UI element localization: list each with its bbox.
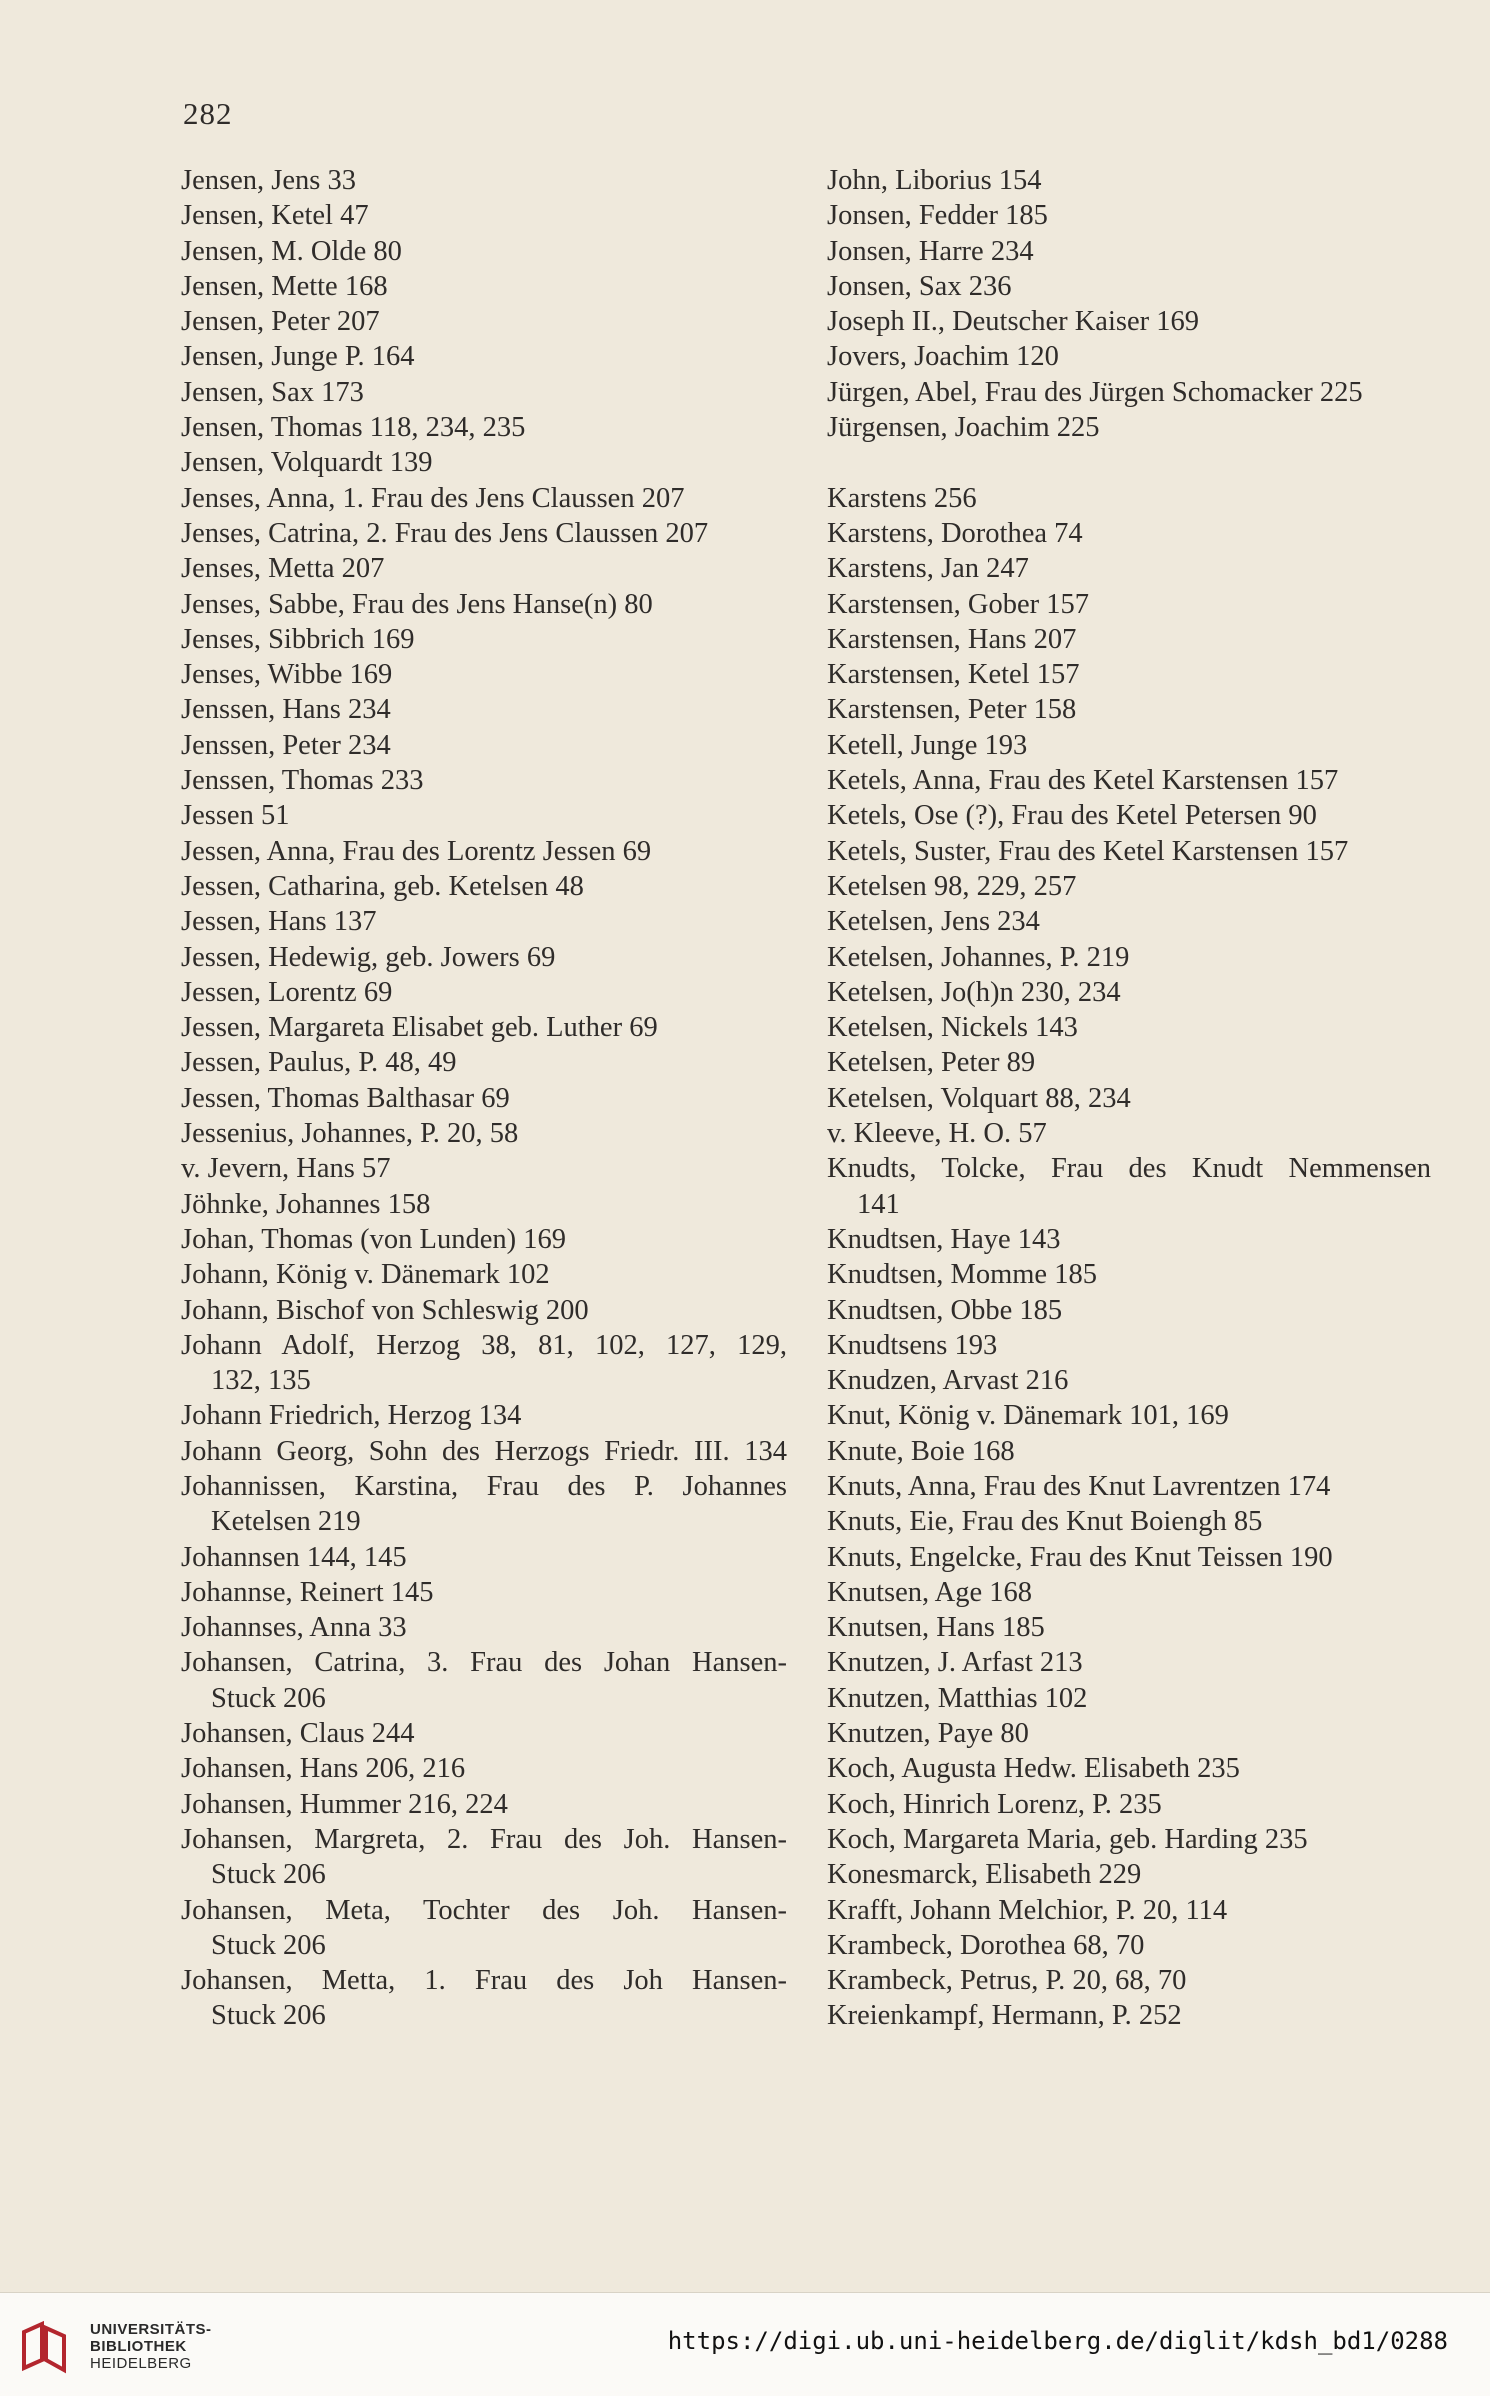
index-column-right	[827, 163, 1431, 2034]
index-entry: Karstensen, Gober 157	[827, 588, 1089, 620]
index-entry-continuation: Stuck 206	[211, 1682, 326, 1714]
index-entry: Johannse, Reinert 145	[181, 1576, 434, 1608]
index-entry: Jenses, Wibbe 169	[181, 659, 393, 691]
index-entry: Ketels, Ose (?), Frau des Ketel Petersen 90	[827, 800, 1317, 832]
index-entry: Jöhnke, Johannes 158	[181, 1188, 431, 1220]
index-entry: Koch, Hinrich Lorenz, P. 235	[827, 1788, 1162, 1820]
source-url[interactable]: https://digi.ub.uni-heidelberg.de/diglit/kdsh_bd1/0288	[667, 2327, 1448, 2355]
index-entry: Johansen, Metta, 1. Frau des Joh Hansen-	[181, 1965, 787, 1997]
index-entry: Karstensen, Hans 207	[827, 623, 1077, 655]
index-entry: Jürgen, Abel, Frau des Jürgen Schomacker 225	[827, 376, 1363, 408]
index-entry: Joseph II., Deutscher Kaiser 169	[827, 306, 1199, 338]
index-entry: Karstensen, Peter 158	[827, 694, 1077, 726]
index-entry: Koch, Margareta Maria, geb. Harding 235	[827, 1823, 1308, 1855]
index-entry: Ketelsen, Peter 89	[827, 1047, 1036, 1079]
index-entry: Johann, König v. Dänemark 102	[181, 1259, 550, 1291]
index-entry: Jessen, Thomas Balthasar 69	[181, 1082, 510, 1114]
index-entry: Jensen, Peter 207	[181, 306, 380, 338]
index-entry: Jovers, Joachim 120	[827, 341, 1059, 373]
index-entry: Jürgensen, Joachim 225	[827, 412, 1100, 444]
index-entry: Jenssen, Peter 234	[181, 729, 391, 761]
index-entry: Jessen, Hedewig, geb. Jowers 69	[181, 941, 556, 973]
index-entry: Knudtsen, Haye 143	[827, 1223, 1061, 1255]
index-entry: Jensen, M. Olde 80	[181, 235, 402, 267]
index-entry-continuation: Ketelsen 219	[211, 1506, 361, 1538]
index-entry: Jonsen, Fedder 185	[827, 200, 1048, 232]
index-entry: Johann Adolf, Herzog 38, 81, 102, 127, 129,	[181, 1329, 787, 1361]
index-entry: Knudtsen, Momme 185	[827, 1259, 1097, 1291]
logo-line-2: BIBLIOTHEK	[90, 2338, 187, 2355]
index-entry: v. Kleeve, H. O. 57	[827, 1118, 1047, 1150]
index-entry: Ketels, Suster, Frau des Ketel Karstensen 157	[827, 835, 1349, 867]
index-entry: Ketelsen 98, 229, 257	[827, 870, 1077, 902]
index-entry: Knut, König v. Dänemark 101, 169	[827, 1400, 1229, 1432]
index-entry: Krambeck, Dorothea 68, 70	[827, 1929, 1145, 1961]
index-entry: Johansen, Catrina, 3. Frau des Johan Hansen-	[181, 1647, 787, 1679]
index-entry-continuation: Stuck 206	[211, 1929, 326, 1961]
index-entry: Jonsen, Sax 236	[827, 270, 1012, 302]
index-entry: Johan, Thomas (von Lunden) 169	[181, 1223, 566, 1255]
index-entry: Jonsen, Harre 234	[827, 235, 1034, 267]
index-entry: Kreienkampf, Hermann, P. 252	[827, 2000, 1182, 2032]
footer-bar	[0, 2292, 1490, 2396]
index-entry: Ketelsen, Johannes, P. 219	[827, 941, 1130, 973]
index-entry: Knudzen, Arvast 216	[827, 1365, 1069, 1397]
index-entry: Knudts, Tolcke, Frau des Knudt Nemmensen	[827, 1153, 1431, 1185]
index-entry: Johannissen, Karstina, Frau des P. Johannes	[181, 1470, 787, 1502]
index-entry: Johann Friedrich, Herzog 134	[181, 1400, 522, 1432]
index-entry-continuation: Stuck 206	[211, 1859, 326, 1891]
page-number: 282	[183, 96, 233, 131]
index-entry: Ketell, Junge 193	[827, 729, 1028, 761]
index-entry: Knute, Boie 168	[827, 1435, 1015, 1467]
index-entry: Jensen, Thomas 118, 234, 235	[181, 412, 526, 444]
index-entry-continuation: 132, 135	[211, 1365, 311, 1397]
index-entry: Jenses, Sibbrich 169	[181, 623, 415, 655]
index-entry: Ketelsen, Jens 234	[827, 906, 1040, 938]
index-entry: Johansen, Hummer 216, 224	[181, 1788, 508, 1820]
index-entry-continuation: 141	[857, 1188, 900, 1220]
index-entry: Johannses, Anna 33	[181, 1612, 407, 1644]
index-entry: Jensen, Junge P. 164	[181, 341, 415, 373]
index-entry: Jenssen, Thomas 233	[181, 765, 424, 797]
index-entry: Knutzen, Paye 80	[827, 1718, 1029, 1750]
index-entry: Konesmarck, Elisabeth 229	[827, 1859, 1142, 1891]
index-entry: Knuts, Anna, Frau des Knut Lavrentzen 174	[827, 1470, 1331, 1502]
index-entry: Knutzen, J. Arfast 213	[827, 1647, 1083, 1679]
index-entry: Krambeck, Petrus, P. 20, 68, 70	[827, 1965, 1187, 1997]
index-entry: Jenses, Metta 207	[181, 553, 385, 585]
index-entry: Karstens, Jan 247	[827, 553, 1029, 585]
index-entry: Johann, Bischof von Schleswig 200	[181, 1294, 589, 1326]
index-entry: Jessen, Margareta Elisabet geb. Luther 69	[181, 1012, 658, 1044]
index-entry: Knuts, Engelcke, Frau des Knut Teissen 190	[827, 1541, 1333, 1573]
index-entry: Jessen, Lorentz 69	[181, 976, 393, 1008]
index-entry: Knutsen, Age 168	[827, 1576, 1033, 1608]
index-entry: Jensen, Volquardt 139	[181, 447, 433, 479]
index-entry: Jenssen, Hans 234	[181, 694, 391, 726]
index-entry: Knudtsens 193	[827, 1329, 998, 1361]
index-entry-continuation: Stuck 206	[211, 2000, 326, 2032]
logo-line-1: UNIVERSITÄTS-	[90, 2321, 212, 2338]
index-entry: Jessenius, Johannes, P. 20, 58	[181, 1118, 519, 1150]
index-entry: Karstens 256	[827, 482, 977, 514]
index-entry: Jessen, Anna, Frau des Lorentz Jessen 69	[181, 835, 652, 867]
index-entry: Karstens, Dorothea 74	[827, 517, 1083, 549]
index-column-left	[181, 163, 787, 2034]
index-entry: Knutzen, Matthias 102	[827, 1682, 1088, 1714]
library-logo-text	[90, 2321, 212, 2372]
index-entry: v. Jevern, Hans 57	[181, 1153, 391, 1185]
index-entry: Johansen, Meta, Tochter des Joh. Hansen-	[181, 1894, 787, 1926]
index-entry: Johansen, Claus 244	[181, 1718, 415, 1750]
index-entry: Johann Georg, Sohn des Herzogs Friedr. III. 134	[181, 1435, 787, 1467]
section-gap	[827, 445, 1431, 480]
index-entry: Johansen, Hans 206, 216	[181, 1753, 466, 1785]
logo-line-3: HEIDELBERG	[90, 2355, 192, 2372]
index-entry: Karstensen, Ketel 157	[827, 659, 1080, 691]
index-entry: Jessen, Paulus, P. 48, 49	[181, 1047, 457, 1079]
index-entry: Jensen, Mette 168	[181, 270, 388, 302]
library-logo-icon	[16, 2320, 72, 2376]
index-entry: Johannsen 144, 145	[181, 1541, 407, 1573]
index-entry: Johansen, Margreta, 2. Frau des Joh. Hansen-	[181, 1823, 787, 1855]
index-entry: Jensen, Ketel 47	[181, 200, 369, 232]
index-entry: Jenses, Sabbe, Frau des Jens Hanse(n) 80	[181, 588, 653, 620]
index-entry: Jensen, Sax 173	[181, 376, 364, 408]
index-entry: Ketels, Anna, Frau des Ketel Karstensen 157	[827, 765, 1339, 797]
index-entry: Knudtsen, Obbe 185	[827, 1294, 1063, 1326]
index-entry: Jessen 51	[181, 800, 290, 832]
index-entry: Ketelsen, Volquart 88, 234	[827, 1082, 1131, 1114]
index-entry: Jessen, Hans 137	[181, 906, 377, 938]
index-entry: John, Liborius 154	[827, 165, 1042, 196]
index-entry: Jessen, Catharina, geb. Ketelsen 48	[181, 870, 584, 902]
index-entry: Jenses, Catrina, 2. Frau des Jens Claussen 207	[181, 517, 709, 549]
index-entry: Ketelsen, Jo(h)n 230, 234	[827, 976, 1121, 1008]
index-entry: Jensen, Jens 33	[181, 165, 356, 196]
index-entry: Jenses, Anna, 1. Frau des Jens Claussen 207	[181, 482, 685, 514]
index-entry: Ketelsen, Nickels 143	[827, 1012, 1078, 1044]
index-entry: Knutsen, Hans 185	[827, 1612, 1045, 1644]
index-entry: Koch, Augusta Hedw. Elisabeth 235	[827, 1753, 1240, 1785]
index-entry: Knuts, Eie, Frau des Knut Boiengh 85	[827, 1506, 1263, 1538]
index-entry: Krafft, Johann Melchior, P. 20, 114	[827, 1894, 1228, 1926]
